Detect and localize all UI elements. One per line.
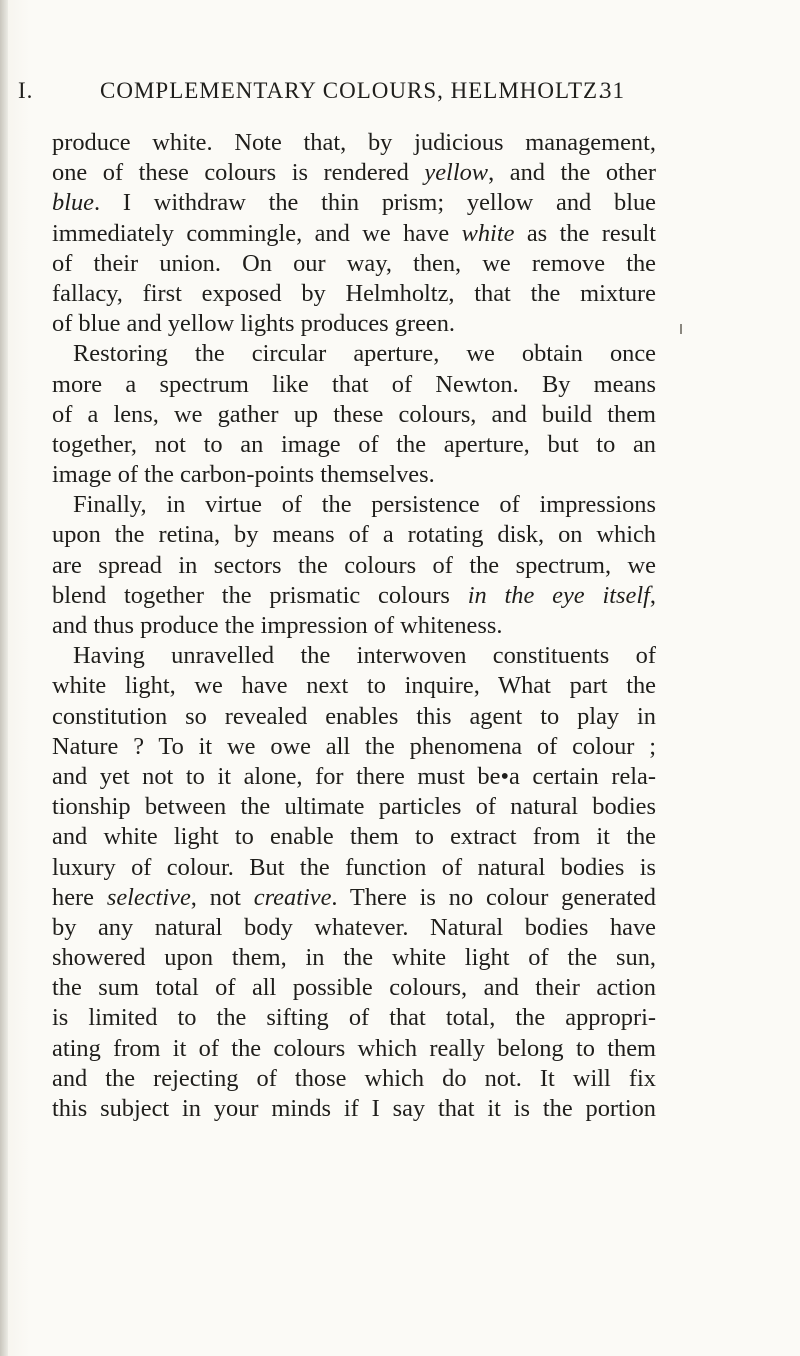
text-line	[52, 460, 656, 490]
text-line	[52, 943, 656, 973]
text-span: is limited to the sifting of that total, the appropri-	[52, 1004, 656, 1032]
text-line	[52, 641, 656, 671]
text-span: more a spectrum like that of Newton. By means	[52, 370, 656, 398]
text-line	[52, 339, 656, 369]
text-line	[52, 128, 656, 158]
text-line	[52, 822, 656, 852]
text-line	[52, 279, 656, 309]
italic-text: white	[461, 219, 515, 247]
text-line	[52, 249, 656, 279]
text-span: and yet not to it alone, for there must be•a certain rela-	[52, 762, 656, 790]
text-span: fallacy, first exposed by Helmholtz, that the mixture	[52, 279, 656, 307]
italic-text: yellow	[424, 159, 489, 187]
text-line	[52, 158, 656, 188]
margin-mark	[680, 324, 682, 334]
text-span: this subject in your minds if I say that it is the portion	[52, 1095, 656, 1122]
text-line	[52, 430, 656, 460]
text-line	[52, 1034, 656, 1064]
text-span: Finally, in virtue of the persistence of impressions	[73, 491, 656, 519]
text-line	[52, 853, 656, 883]
text-span: of their union. On our way, then, we remove the	[52, 249, 656, 277]
text-span: together, not to an image of the aperture, but to an	[52, 430, 656, 458]
italic-text: creative	[253, 883, 332, 911]
text-line	[52, 490, 656, 520]
text-line	[52, 732, 656, 762]
text-line	[52, 973, 656, 1003]
text-span: ating from it of the colours which really belong to them	[52, 1034, 656, 1062]
section-number: I.	[18, 78, 34, 103]
page-gutter	[0, 0, 8, 1356]
text-span: and thus produce the impression of whiteness.	[52, 612, 503, 639]
text-span: ,	[649, 581, 656, 609]
text-span: luxury of colour. But the function of natural bodies is	[52, 853, 656, 881]
text-span: one of these colours is rendered	[52, 159, 425, 187]
text-line	[52, 913, 656, 943]
text-span: blend together the prismatic colours	[52, 581, 468, 609]
italic-text: in the eye itself	[467, 581, 650, 609]
italic-text: blue	[52, 189, 94, 217]
text-line	[52, 370, 656, 400]
text-line	[52, 188, 656, 218]
text-span: Restoring the circular aperture, we obtain once	[73, 340, 656, 368]
text-span: Nature ? To it we owe all the phenomena of colour ;	[52, 732, 656, 760]
text-span: of a lens, we gather up these colours, and build them	[52, 400, 656, 428]
text-span: upon the retina, by means of a rotating disk, on which	[52, 521, 656, 549]
text-span: , and the other	[488, 159, 656, 187]
text-line	[52, 219, 656, 249]
text-line	[52, 309, 656, 339]
body-text	[52, 128, 656, 1124]
italic-text: selective	[106, 883, 191, 911]
text-span: produce white. Note that, by judicious management,	[52, 129, 656, 156]
text-line	[52, 671, 656, 701]
text-line	[52, 520, 656, 550]
text-span: immediately commingle, and we have	[52, 219, 462, 247]
text-line	[52, 400, 656, 430]
text-line	[52, 883, 656, 913]
text-span: here	[52, 883, 107, 911]
text-span: showered upon them, in the white light of the sun,	[52, 944, 656, 972]
text-line	[52, 1003, 656, 1033]
page-number: 31	[600, 78, 625, 103]
text-span: . There is no colour generated	[331, 883, 656, 911]
text-span: and white light to enable them to extract from it the	[52, 823, 656, 851]
text-span: constitution so revealed enables this agent to play in	[52, 702, 656, 730]
text-line	[52, 581, 656, 611]
text-line	[52, 551, 656, 581]
text-span: image of the carbon-points themselves.	[52, 461, 435, 489]
text-span: of blue and yellow lights produces green.	[52, 310, 456, 338]
text-span: by any natural body whatever. Natural bodies have	[52, 913, 656, 941]
text-span: tionship between the ultimate particles of natural bodies	[52, 793, 656, 821]
text-span: as the result	[514, 219, 656, 247]
text-span: the sum total of all possible colours, and their action	[52, 974, 656, 1002]
running-title: COMPLEMENTARY COLOURS, HELMHOLTZ.	[100, 78, 605, 103]
text-span: , not	[190, 883, 254, 911]
text-span: . I withdraw the thin prism; yellow and blue	[94, 189, 656, 217]
text-line	[52, 792, 656, 822]
text-line	[52, 1064, 656, 1094]
running-header	[0, 72, 640, 108]
text-span: white light, we have next to inquire, What part the	[52, 672, 656, 700]
text-line	[52, 611, 656, 641]
text-span: are spread in sectors the colours of the spectrum, we	[52, 551, 656, 579]
text-span: Having unravelled the interwoven constituents of	[73, 642, 656, 670]
text-line	[52, 1094, 656, 1124]
text-line	[52, 702, 656, 732]
text-span: and the rejecting of those which do not. It will fix	[52, 1064, 656, 1092]
text-line	[52, 762, 656, 792]
